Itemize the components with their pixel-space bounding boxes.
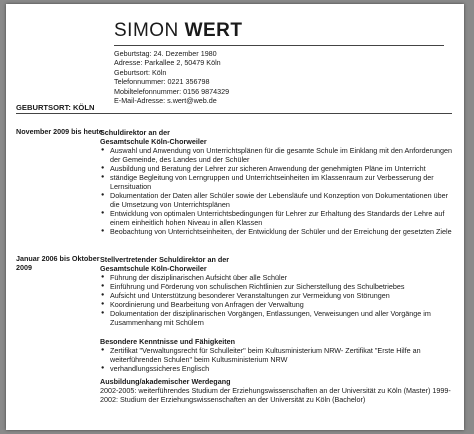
contact-mobile: Mobiltelefonnummer: 0156 9874329: [114, 86, 230, 96]
list-item: ● ständige Begleitung von Lerngruppen und Unterrichtseinheiten im Klassenraum zur Verbesserung der Lernsituation: [100, 173, 456, 191]
contact-email: E-Mail-Adresse: s.wert@web.de: [114, 96, 217, 106]
applicant-name: [114, 20, 243, 42]
first-name: SIMON: [114, 20, 185, 41]
section-divider: [16, 113, 452, 114]
experience-entry: [100, 128, 456, 236]
list-item: ● Auswahl und Anwendung von Unterrichtsplänen für die gesamte Schule im Einklang mit den Anforderungen der Gemeinde, des Landes und der Schüler: [100, 146, 456, 164]
list-item: ● Dokumentation der Daten aller Schüler sowie der Lebensläufe und Konzeption von Dokumentationen über die Umsetzung von Unterrichtsplänen: [100, 191, 456, 209]
education-heading: Ausbildung/akademischer Werdegang: [100, 377, 231, 386]
list-item: ● Einführung und Förderung von schulischen Richtlinien zur Sicherstellung des Schulbetriebes: [100, 282, 456, 291]
list-item: ● Ausbildung und Beratung der Lehrer zur sicheren Anwendung der genehmigten Pläne im Unterricht: [100, 164, 456, 173]
experience-bullets: [100, 146, 456, 236]
experience-entry: [100, 255, 456, 327]
experience-heading: Schuldirektor an der Gesamtschule Köln-Chorweiler: [100, 128, 207, 146]
section-title: GEBURTSORT: KÖLN: [16, 103, 95, 112]
contact-birthday: Geburtstag: 24. Dezember 1980: [114, 49, 217, 58]
experience-heading: Stellvertretender Schuldirektor an der Gesamtschule Köln-Chorweiler: [100, 255, 230, 273]
list-item: ● Aufsicht und Unterstützung besonderer Veranstaltungen zur Vermeidung von Störungen: [100, 291, 456, 300]
contact-block: [114, 49, 229, 105]
resume-page: [6, 4, 464, 430]
list-item: ● Dokumentation der disziplinarischen Vorgängen, Entlassungen, Verweisungen und aller Vorgänge im Zusammenhang mit Schülern: [100, 309, 456, 327]
list-item: ● Koordinierung und Bearbeitung von Anfragen der Verwaltung: [100, 300, 456, 309]
skills-block: [100, 337, 456, 373]
skills-heading: Besondere Kenntnisse und Fähigkeiten: [100, 337, 235, 346]
list-item: ● Führung der disziplinarischen Aufsicht über alle Schüler: [100, 273, 456, 282]
contact-phone: Telefonnummer: 0221 356798: [114, 77, 210, 87]
contact-birthplace: Geburtsort: Köln: [114, 67, 167, 77]
experience-date: Januar 2006 bis Oktober 2009: [16, 254, 100, 272]
skills-bullets: [100, 346, 456, 373]
name-divider: [114, 45, 444, 46]
last-name: WERT: [184, 20, 243, 41]
education-text: 2002-2005: weiterführendes Studium der Erziehungswissenschaften an der Universität zu Köln (Master) 1999-2002: Studium der Erziehungswissenschaften an der Universität zu Köln (Bachelor): [100, 386, 451, 404]
list-item: ● Zertifikat "Verwaltungsrecht für Schulleiter" beim Kultusministerium NRW- Zertifikat "Erste Hilfe an weiterführenden Schulen" beim Kultusministerium NRW: [100, 346, 456, 364]
list-item: ● Entwicklung von optimalen Unterrichtsbedingungen für Lehrer zur Erhaltung des Standards der Lehre auf einem einheitlich hohen Niveau in allen Klassen: [100, 209, 456, 227]
experience-date: November 2009 bis heute: [16, 127, 103, 136]
education-block: [100, 377, 456, 404]
contact-address: Adresse: Parkallee 2, 50479 Köln: [114, 58, 221, 68]
list-item: ● Beobachtung von Unterrichtseinheiten, der Entwicklung der Schüler und der Erreichung der gesetzten Ziele: [100, 227, 456, 236]
experience-bullets: [100, 273, 456, 327]
list-item: ● verhandlungssicheres Englisch: [100, 364, 456, 373]
